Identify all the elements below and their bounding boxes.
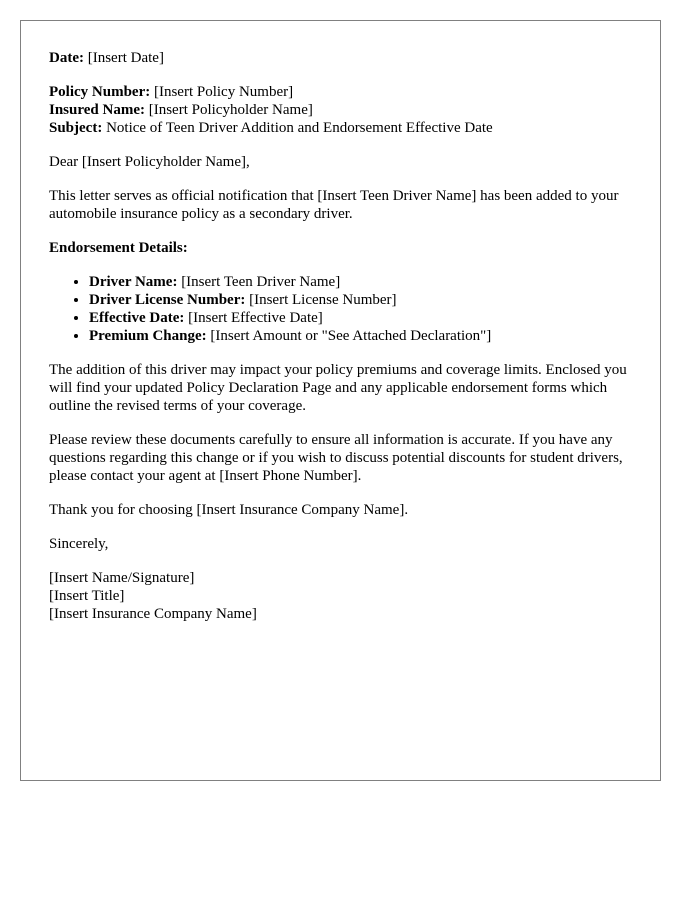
date-value: [Insert Date]	[87, 50, 164, 66]
closing: Sincerely,	[49, 536, 109, 552]
policy-number-value: [Insert Policy Number]	[153, 84, 294, 100]
review-paragraph: Please review these documents carefully to ensure all information is accurate. If you have any questions regarding this change or if you wish to discuss potential discounts for student drivers, please contact your agent at [Insert Phone Number].	[49, 432, 623, 484]
signature-block	[49, 569, 632, 623]
date-line	[49, 49, 632, 67]
effective-date-value: [Insert Effective Date]	[188, 310, 323, 326]
driver-name-label: Driver Name:	[89, 274, 178, 290]
license-number-value: [Insert License Number]	[249, 292, 397, 308]
premium-change-value: [Insert Amount or "See Attached Declaration"]	[210, 328, 492, 344]
endorsement-heading-text: Endorsement Details:	[49, 240, 188, 256]
impact-paragraph: The addition of this driver may impact your policy premiums and coverage limits. Enclosed you will find your updated Policy Declaration Page and any applicable endorsement forms which outline the revised terms of your coverage.	[49, 362, 627, 414]
endorsement-list	[49, 273, 632, 345]
list-item	[89, 327, 632, 345]
endorsement-heading	[49, 239, 632, 257]
premium-change-label: Premium Change:	[89, 328, 207, 344]
driver-name-value: [Insert Teen Driver Name]	[181, 274, 341, 290]
date-label: Date:	[49, 50, 84, 66]
subject-line	[49, 119, 632, 137]
letter-page	[20, 20, 661, 781]
list-item	[89, 309, 632, 327]
subject-value: Notice of Teen Driver Addition and Endorsement Effective Date	[106, 120, 493, 136]
salutation: Dear [Insert Policyholder Name],	[49, 154, 250, 170]
policy-header	[49, 83, 632, 137]
signature-company: [Insert Insurance Company Name]	[49, 606, 257, 622]
thanks-paragraph: Thank you for choosing [Insert Insurance Company Name].	[49, 502, 409, 518]
insured-name-line	[49, 101, 632, 119]
signature-name: [Insert Name/Signature]	[49, 570, 195, 586]
subject-label: Subject:	[49, 120, 103, 136]
list-item	[89, 273, 632, 291]
policy-number-line	[49, 83, 632, 101]
policy-number-label: Policy Number:	[49, 84, 151, 100]
effective-date-label: Effective Date:	[89, 310, 185, 326]
list-item	[89, 291, 632, 309]
license-number-label: Driver License Number:	[89, 292, 246, 308]
signature-title: [Insert Title]	[49, 588, 125, 604]
insured-name-label: Insured Name:	[49, 102, 145, 118]
insured-name-value: [Insert Policyholder Name]	[148, 102, 313, 118]
intro-paragraph: This letter serves as official notification that [Insert Teen Driver Name] has been added to your automobile insurance policy as a secondary driver.	[49, 188, 619, 222]
